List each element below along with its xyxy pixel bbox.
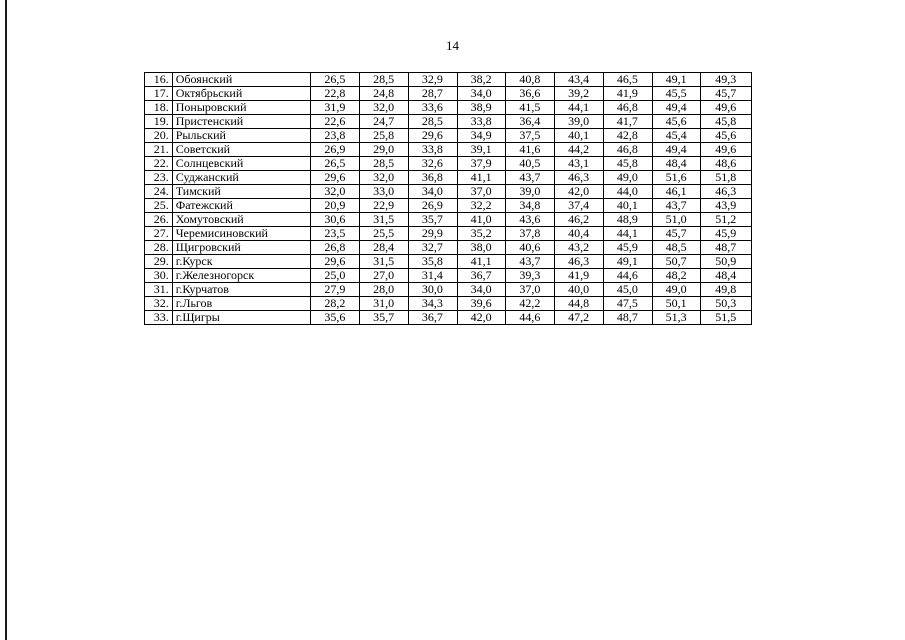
value-cell: 38,0 — [457, 241, 506, 255]
value-cell: 44,6 — [603, 269, 652, 283]
value-cell: 39,0 — [555, 115, 604, 129]
value-cell: 47,5 — [603, 297, 652, 311]
table-row — [145, 101, 752, 115]
value-cell: 36,7 — [457, 269, 506, 283]
table-row — [145, 297, 752, 311]
table-row — [145, 227, 752, 241]
value-cell: 39,1 — [457, 143, 506, 157]
value-cell: 26,9 — [311, 143, 360, 157]
district-name: г.Курск — [172, 255, 311, 269]
value-cell: 31,0 — [360, 297, 409, 311]
value-cell: 43,7 — [506, 171, 555, 185]
value-cell: 40,4 — [555, 227, 604, 241]
value-cell: 34,0 — [457, 87, 506, 101]
value-cell: 34,0 — [457, 283, 506, 297]
row-number: 16. — [145, 73, 173, 87]
value-cell: 40,1 — [603, 199, 652, 213]
value-cell: 26,8 — [311, 241, 360, 255]
table-row — [145, 185, 752, 199]
district-name: Фатежский — [172, 199, 311, 213]
value-cell: 42,0 — [457, 311, 506, 325]
table-row — [145, 269, 752, 283]
value-cell: 22,6 — [311, 115, 360, 129]
table-row — [145, 171, 752, 185]
value-cell: 42,2 — [506, 297, 555, 311]
value-cell: 31,5 — [360, 255, 409, 269]
value-cell: 49,0 — [652, 283, 701, 297]
district-name: Тимский — [172, 185, 311, 199]
value-cell: 46,8 — [603, 101, 652, 115]
table-row — [145, 115, 752, 129]
table-row — [145, 87, 752, 101]
value-cell: 50,9 — [701, 255, 752, 269]
row-number: 32. — [145, 297, 173, 311]
value-cell: 28,5 — [360, 73, 409, 87]
value-cell: 49,8 — [701, 283, 752, 297]
value-cell: 31,4 — [408, 269, 457, 283]
row-number: 24. — [145, 185, 173, 199]
value-cell: 32,7 — [408, 241, 457, 255]
value-cell: 42,8 — [603, 129, 652, 143]
value-cell: 50,7 — [652, 255, 701, 269]
row-number: 23. — [145, 171, 173, 185]
value-cell: 48,4 — [701, 269, 752, 283]
value-cell: 46,3 — [555, 255, 604, 269]
value-cell: 32,0 — [360, 101, 409, 115]
value-cell: 45,9 — [603, 241, 652, 255]
value-cell: 29,9 — [408, 227, 457, 241]
value-cell: 48,5 — [652, 241, 701, 255]
value-cell: 35,7 — [408, 213, 457, 227]
value-cell: 39,3 — [506, 269, 555, 283]
value-cell: 45,5 — [652, 87, 701, 101]
value-cell: 29,6 — [311, 255, 360, 269]
value-cell: 45,4 — [652, 129, 701, 143]
row-number: 25. — [145, 199, 173, 213]
value-cell: 28,2 — [311, 297, 360, 311]
value-cell: 35,6 — [311, 311, 360, 325]
value-cell: 44,8 — [555, 297, 604, 311]
value-cell: 24,7 — [360, 115, 409, 129]
value-cell: 48,7 — [603, 311, 652, 325]
value-cell: 51,2 — [701, 213, 752, 227]
value-cell: 51,0 — [652, 213, 701, 227]
value-cell: 41,1 — [457, 171, 506, 185]
scan-edge-line — [5, 0, 7, 640]
table-body — [145, 73, 752, 325]
value-cell: 49,3 — [701, 73, 752, 87]
value-cell: 37,5 — [506, 129, 555, 143]
value-cell: 28,5 — [360, 157, 409, 171]
district-name: Суджанский — [172, 171, 311, 185]
table-row — [145, 311, 752, 325]
value-cell: 25,8 — [360, 129, 409, 143]
district-name: Хомутовский — [172, 213, 311, 227]
value-cell: 51,3 — [652, 311, 701, 325]
value-cell: 44,0 — [603, 185, 652, 199]
row-number: 20. — [145, 129, 173, 143]
table-row — [145, 129, 752, 143]
value-cell: 44,1 — [603, 227, 652, 241]
value-cell: 50,1 — [652, 297, 701, 311]
row-number: 33. — [145, 311, 173, 325]
value-cell: 49,4 — [652, 143, 701, 157]
value-cell: 45,7 — [701, 87, 752, 101]
value-cell: 40,0 — [555, 283, 604, 297]
value-cell: 37,4 — [555, 199, 604, 213]
value-cell: 29,0 — [360, 143, 409, 157]
value-cell: 49,4 — [652, 101, 701, 115]
value-cell: 45,8 — [603, 157, 652, 171]
value-cell: 31,5 — [360, 213, 409, 227]
value-cell: 34,8 — [506, 199, 555, 213]
value-cell: 48,6 — [701, 157, 752, 171]
value-cell: 34,9 — [457, 129, 506, 143]
district-name: Советский — [172, 143, 311, 157]
value-cell: 34,0 — [408, 185, 457, 199]
value-cell: 45,9 — [701, 227, 752, 241]
value-cell: 32,0 — [311, 185, 360, 199]
value-cell: 20,9 — [311, 199, 360, 213]
value-cell: 27,0 — [360, 269, 409, 283]
value-cell: 39,6 — [457, 297, 506, 311]
value-cell: 39,2 — [555, 87, 604, 101]
value-cell: 29,6 — [311, 171, 360, 185]
value-cell: 36,4 — [506, 115, 555, 129]
value-cell: 30,0 — [408, 283, 457, 297]
value-cell: 27,9 — [311, 283, 360, 297]
value-cell: 41,6 — [506, 143, 555, 157]
value-cell: 25,5 — [360, 227, 409, 241]
value-cell: 26,5 — [311, 73, 360, 87]
value-cell: 40,1 — [555, 129, 604, 143]
value-cell: 44,2 — [555, 143, 604, 157]
table-row — [145, 143, 752, 157]
row-number: 21. — [145, 143, 173, 157]
value-cell: 37,9 — [457, 157, 506, 171]
district-name: г.Железногорск — [172, 269, 311, 283]
value-cell: 26,5 — [311, 157, 360, 171]
value-cell: 38,2 — [457, 73, 506, 87]
value-cell: 40,6 — [506, 241, 555, 255]
value-cell: 43,7 — [506, 255, 555, 269]
value-cell: 45,7 — [652, 227, 701, 241]
value-cell: 43,4 — [555, 73, 604, 87]
value-cell: 34,3 — [408, 297, 457, 311]
value-cell: 33,6 — [408, 101, 457, 115]
value-cell: 45,6 — [652, 115, 701, 129]
value-cell: 35,2 — [457, 227, 506, 241]
value-cell: 22,8 — [311, 87, 360, 101]
value-cell: 32,9 — [408, 73, 457, 87]
row-number: 27. — [145, 227, 173, 241]
value-cell: 45,6 — [701, 129, 752, 143]
value-cell: 40,5 — [506, 157, 555, 171]
value-cell: 26,9 — [408, 199, 457, 213]
value-cell: 51,8 — [701, 171, 752, 185]
value-cell: 28,0 — [360, 283, 409, 297]
value-cell: 28,7 — [408, 87, 457, 101]
value-cell: 33,8 — [457, 115, 506, 129]
row-number: 17. — [145, 87, 173, 101]
value-cell: 48,4 — [652, 157, 701, 171]
value-cell: 33,8 — [408, 143, 457, 157]
data-table — [144, 72, 752, 325]
value-cell: 43,6 — [506, 213, 555, 227]
value-cell: 28,4 — [360, 241, 409, 255]
value-cell: 49,6 — [701, 101, 752, 115]
row-number: 30. — [145, 269, 173, 283]
value-cell: 32,0 — [360, 171, 409, 185]
value-cell: 37,8 — [506, 227, 555, 241]
value-cell: 44,1 — [555, 101, 604, 115]
table-row — [145, 199, 752, 213]
value-cell: 43,7 — [652, 199, 701, 213]
value-cell: 28,5 — [408, 115, 457, 129]
value-cell: 46,1 — [652, 185, 701, 199]
value-cell: 41,9 — [603, 87, 652, 101]
page-number: 14 — [446, 38, 459, 53]
district-name: г.Курчатов — [172, 283, 311, 297]
value-cell: 22,9 — [360, 199, 409, 213]
value-cell: 44,6 — [506, 311, 555, 325]
district-name: Черемисиновский — [172, 227, 311, 241]
value-cell: 49,1 — [603, 255, 652, 269]
value-cell: 33,0 — [360, 185, 409, 199]
value-cell: 23,8 — [311, 129, 360, 143]
district-name: г.Льгов — [172, 297, 311, 311]
value-cell: 36,6 — [506, 87, 555, 101]
table-row — [145, 283, 752, 297]
value-cell: 48,2 — [652, 269, 701, 283]
district-name: Солнцевский — [172, 157, 311, 171]
value-cell: 46,2 — [555, 213, 604, 227]
table-row — [145, 255, 752, 269]
table-row — [145, 73, 752, 87]
district-name: Щигровский — [172, 241, 311, 255]
value-cell: 48,7 — [701, 241, 752, 255]
district-name: Октябрьский — [172, 87, 311, 101]
value-cell: 42,0 — [555, 185, 604, 199]
value-cell: 43,2 — [555, 241, 604, 255]
value-cell: 40,8 — [506, 73, 555, 87]
value-cell: 41,5 — [506, 101, 555, 115]
value-cell: 46,5 — [603, 73, 652, 87]
row-number: 31. — [145, 283, 173, 297]
value-cell: 46,8 — [603, 143, 652, 157]
value-cell: 41,1 — [457, 255, 506, 269]
row-number: 29. — [145, 255, 173, 269]
row-number: 18. — [145, 101, 173, 115]
district-name: г.Щигры — [172, 311, 311, 325]
value-cell: 37,0 — [506, 283, 555, 297]
value-cell: 32,6 — [408, 157, 457, 171]
value-cell: 50,3 — [701, 297, 752, 311]
value-cell: 49,0 — [603, 171, 652, 185]
value-cell: 36,7 — [408, 311, 457, 325]
value-cell: 43,1 — [555, 157, 604, 171]
value-cell: 49,6 — [701, 143, 752, 157]
value-cell: 48,9 — [603, 213, 652, 227]
value-cell: 38,9 — [457, 101, 506, 115]
row-number: 19. — [145, 115, 173, 129]
table-row — [145, 157, 752, 171]
district-name: Обоянский — [172, 73, 311, 87]
value-cell: 47,2 — [555, 311, 604, 325]
value-cell: 49,1 — [652, 73, 701, 87]
value-cell: 45,8 — [701, 115, 752, 129]
value-cell: 25,0 — [311, 269, 360, 283]
value-cell: 51,6 — [652, 171, 701, 185]
value-cell: 32,2 — [457, 199, 506, 213]
value-cell: 23,5 — [311, 227, 360, 241]
value-cell: 51,5 — [701, 311, 752, 325]
row-number: 28. — [145, 241, 173, 255]
row-number: 26. — [145, 213, 173, 227]
value-cell: 35,8 — [408, 255, 457, 269]
table-row — [145, 241, 752, 255]
value-cell: 43,9 — [701, 199, 752, 213]
value-cell: 41,7 — [603, 115, 652, 129]
district-name: Поныровский — [172, 101, 311, 115]
value-cell: 37,0 — [457, 185, 506, 199]
value-cell: 39,0 — [506, 185, 555, 199]
district-name: Пристенский — [172, 115, 311, 129]
value-cell: 30,6 — [311, 213, 360, 227]
table-row — [145, 213, 752, 227]
value-cell: 24,8 — [360, 87, 409, 101]
row-number: 22. — [145, 157, 173, 171]
value-cell: 31,9 — [311, 101, 360, 115]
value-cell: 36,8 — [408, 171, 457, 185]
value-cell: 35,7 — [360, 311, 409, 325]
district-name: Рыльский — [172, 129, 311, 143]
value-cell: 46,3 — [701, 185, 752, 199]
value-cell: 29,6 — [408, 129, 457, 143]
value-cell: 46,3 — [555, 171, 604, 185]
value-cell: 45,0 — [603, 283, 652, 297]
value-cell: 41,9 — [555, 269, 604, 283]
value-cell: 41,0 — [457, 213, 506, 227]
